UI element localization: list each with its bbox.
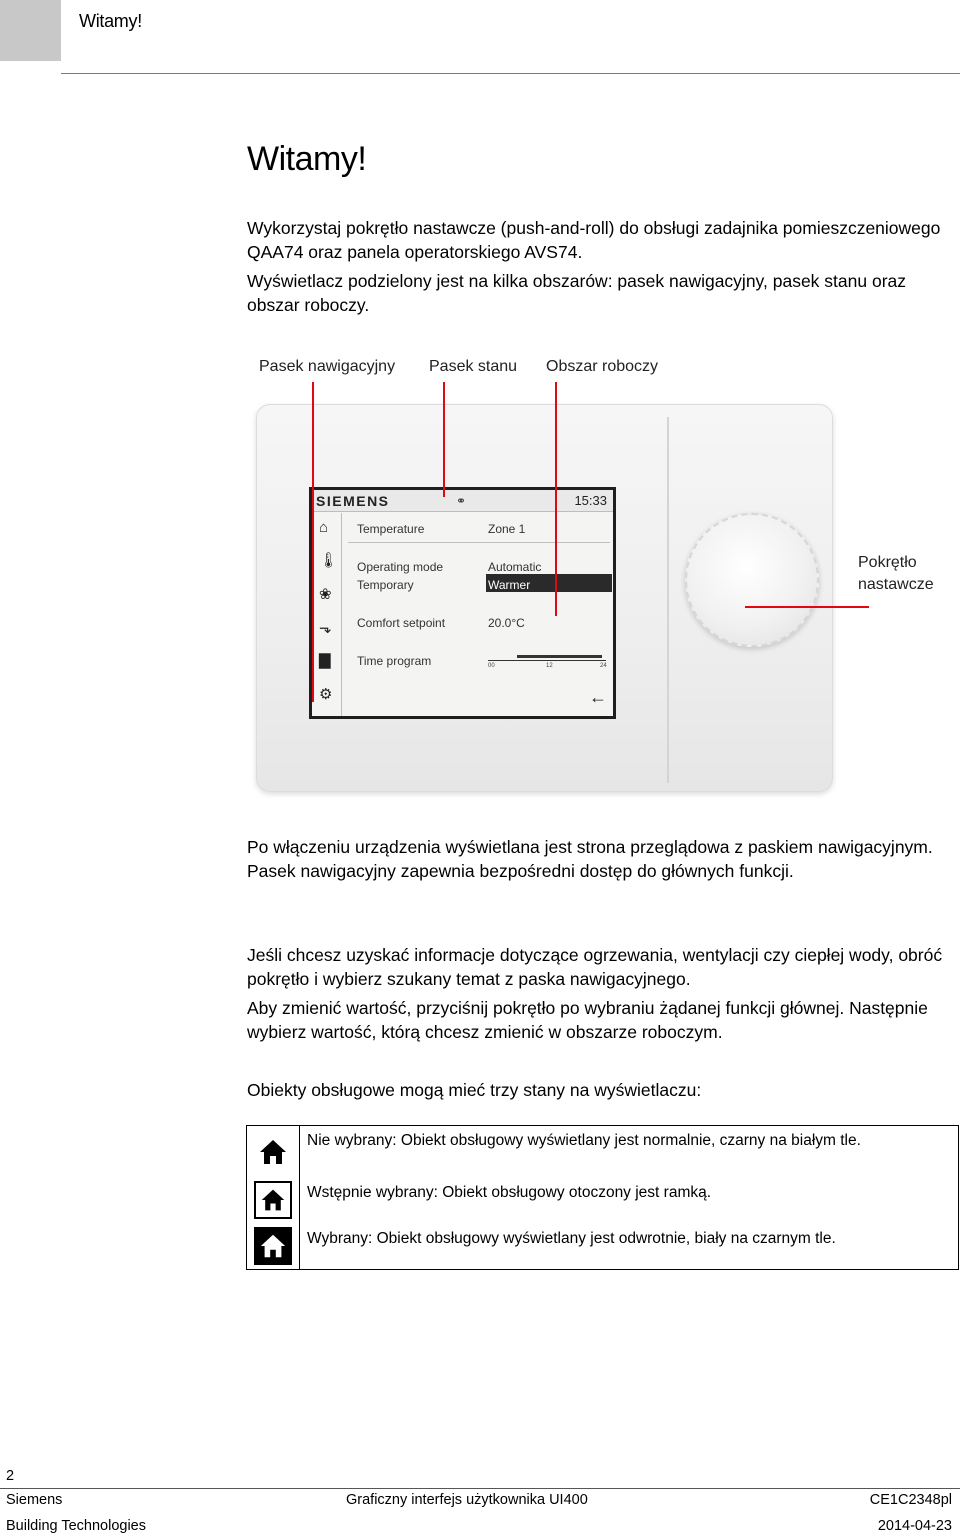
page-number: 2	[6, 1468, 15, 1484]
header-gray-box	[0, 0, 61, 61]
footer-doc-id: CE1C2348pl	[869, 1492, 952, 1508]
navigation-bar	[312, 513, 342, 716]
callout-status-bar: Pasek stanu	[429, 358, 518, 375]
device-panel	[256, 404, 833, 792]
row-label: Operating mode	[357, 560, 444, 574]
header-title: Witamy!	[79, 11, 142, 31]
footer-company: Siemens	[6, 1492, 63, 1508]
row-label: Time program	[357, 654, 432, 668]
callout-work-area: Obszar roboczy	[546, 358, 659, 375]
time-program-segment	[517, 655, 602, 658]
back-arrow-icon[interactable]: ←	[589, 687, 607, 707]
tap-icon[interactable]: ⬎	[319, 620, 332, 637]
footer-doc-title: Graficzny interfejs użytkownika UI400	[346, 1492, 588, 1508]
row-value: Warmer	[488, 578, 531, 592]
callout-knob: Pokrętło nastawcze	[858, 554, 934, 593]
push-and-roll-knob[interactable]	[685, 513, 819, 647]
tick-label: 24	[600, 663, 607, 669]
row-label: Comfort setpoint	[357, 616, 446, 630]
body-paragraph-1: Po włączeniu urządzenia wyświetlana jest strona przeglądowa z paskiem nawigacyjnym. Pasek nawigacyjny zapewnia bezpośredni dostęp do głównych funkcji.	[247, 837, 933, 881]
row-value: Automatic	[488, 560, 542, 574]
body-paragraph-2: Jeśli chcesz uzyskać informacje dotyczące ogrzewania, wentylacji czy ciepłej wody, obróć pokrętło i wybierz szukany temat z paska nawigacyjnego.	[247, 945, 943, 989]
row-value: 20.0°C	[488, 616, 525, 630]
tick-label: 12	[546, 663, 553, 669]
row-divider	[348, 542, 610, 543]
page-title: Witamy!	[247, 140, 367, 178]
tick-label: 00	[488, 663, 495, 669]
row-label: Temperature	[357, 522, 425, 536]
clock: 15:33	[574, 493, 607, 508]
row-label: Temporary	[357, 578, 414, 592]
table-column-divider	[299, 1126, 300, 1269]
body-paragraph-4: Obiekty obsługowe mogą mieć trzy stany na wyświetlaczu:	[247, 1080, 702, 1100]
state-description: Wybrany: Obiekt obsługowy wyświetlany jest odwrotnie, biały na czarnym tle.	[307, 1230, 836, 1247]
callout-nav-bar: Pasek nawigacyjny	[259, 358, 396, 375]
chart-icon[interactable]: ▇	[319, 652, 331, 669]
gear-icon[interactable]: ⚙	[319, 686, 333, 703]
intro-paragraph-1: Wykorzystaj pokrętło nastawcze (push-and-roll) do obsługi zadajnika pomieszczeniowego QAA74 oraz panela operatorskiego AVS74.	[247, 218, 941, 262]
intro-paragraph-2: Wyświetlacz podzielony jest na kilka obszarów: pasek nawigacyjny, pasek stanu oraz obszar roboczy.	[247, 271, 907, 315]
home-icon	[254, 1133, 292, 1171]
state-description: Wstępnie wybrany: Obiekt obsługowy otoczony jest ramką.	[307, 1184, 712, 1201]
time-program-track	[488, 660, 606, 661]
fan-icon[interactable]: ❀	[319, 586, 332, 603]
leader-line-status	[443, 382, 445, 497]
device-divider	[667, 417, 669, 783]
row-value: Zone 1	[488, 522, 526, 536]
footer-divider	[0, 1488, 960, 1489]
body-paragraph-3: Aby zmienić wartość, przyciśnij pokrętło po wybraniu żądanej funkcji głównej. Następnie wybierz wartość, którą chcesz zmienić w obszarze roboczym.	[247, 998, 928, 1042]
thermometer-icon[interactable]: 🌡	[319, 552, 339, 569]
device-screen	[309, 487, 616, 719]
home-icon-framed	[254, 1181, 292, 1219]
object-states-table	[246, 1125, 959, 1270]
leader-line-work	[555, 382, 557, 616]
brand-logo: SIEMENS	[316, 493, 390, 509]
leader-line-knob	[745, 606, 869, 608]
header-divider	[61, 73, 960, 74]
footer-date: 2014-04-23	[877, 1518, 952, 1534]
footer-division: Building Technologies	[6, 1518, 147, 1534]
leader-line-nav	[312, 382, 314, 702]
state-description: Nie wybrany: Obiekt obsługowy wyświetlany jest normalnie, czarny na białym tle.	[307, 1132, 861, 1149]
home-icon-inverted	[254, 1227, 292, 1265]
home-icon[interactable]: ⌂	[319, 519, 329, 536]
status-bar	[312, 490, 613, 512]
link-icon: ⚭	[456, 494, 467, 508]
